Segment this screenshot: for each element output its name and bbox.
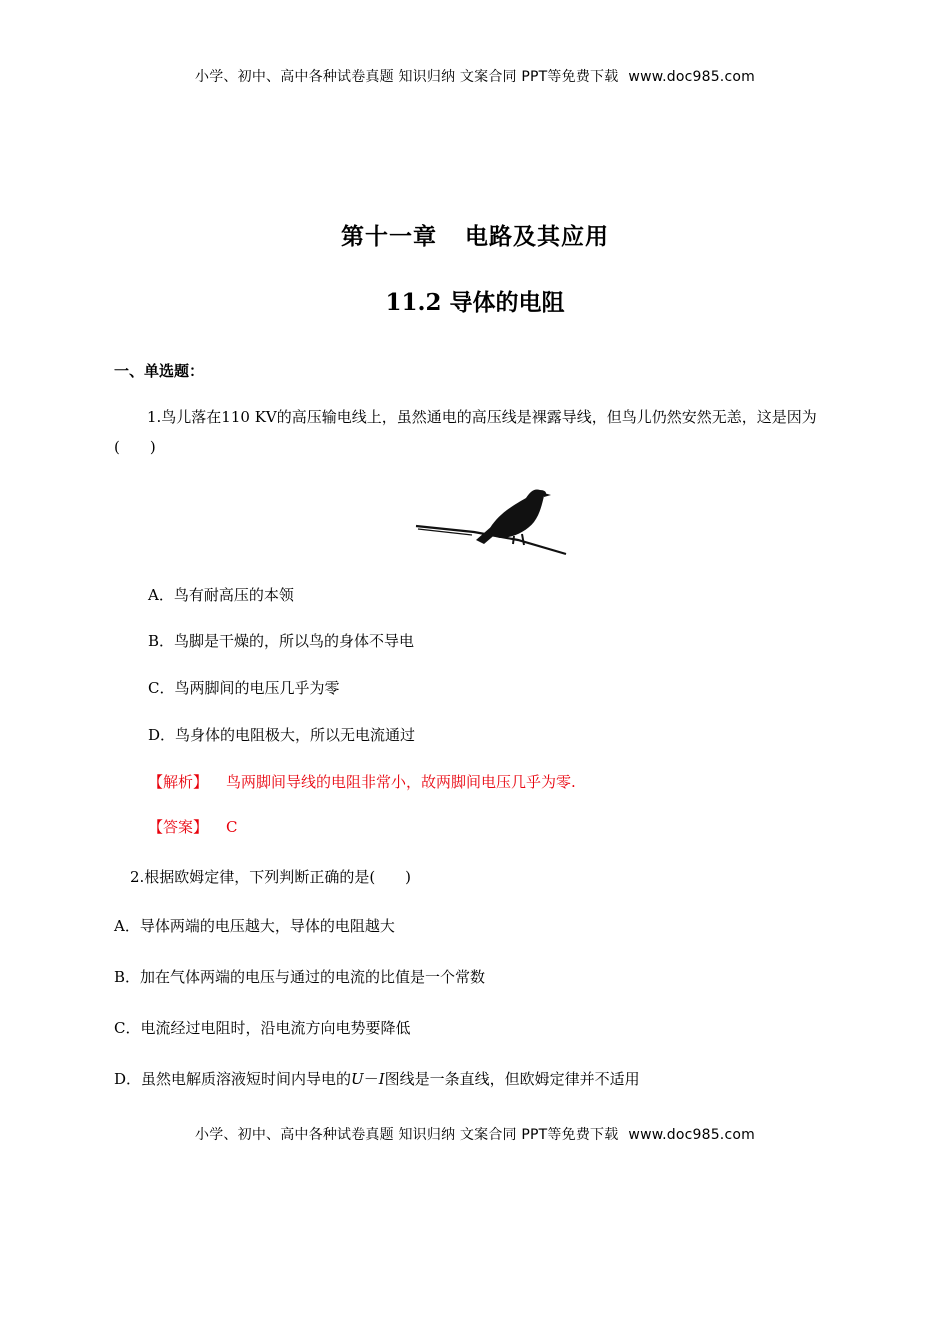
footer-banner-url[interactable]: www.doc985.com bbox=[628, 1127, 755, 1143]
question-1-option-a: A．鸟有耐高压的本领 bbox=[148, 586, 294, 604]
symbol-i: I bbox=[378, 1070, 385, 1088]
question-1-option-c: C．鸟两脚间的电压几乎为零 bbox=[148, 679, 340, 697]
symbol-dash: － bbox=[363, 1070, 379, 1088]
question-1-option-d: D．鸟身体的电阻极大，所以无电流通过 bbox=[148, 726, 416, 744]
bird-on-wire-figure bbox=[414, 482, 570, 558]
question-2-option-c: C．电流经过电阻时，沿电流方向电势要降低 bbox=[114, 1019, 411, 1037]
section-title: 11.2 导体的电阻 bbox=[385, 289, 565, 316]
header-banner-url[interactable]: www.doc985.com bbox=[628, 69, 755, 85]
question-2-option-d bbox=[114, 1068, 640, 1090]
answer-text: C bbox=[226, 818, 238, 836]
header-banner-text: 小学、初中、高中各种试卷真题 知识归纳 文案合同 PPT等免费下载 bbox=[195, 69, 619, 85]
footer-banner-text: 小学、初中、高中各种试卷真题 知识归纳 文案合同 PPT等免费下载 bbox=[195, 1127, 619, 1143]
answer-label: 【答案】 bbox=[148, 818, 209, 836]
question-1-answer bbox=[148, 816, 238, 837]
question-2-option-a: A．导体两端的电压越大，导体的电阻越大 bbox=[114, 917, 395, 935]
option-d-prefix: D．虽然电解质溶液短时间内导电的 bbox=[114, 1070, 352, 1088]
question-1-stem: 1.鸟儿落在110 KV的高压输电线上，虽然通电的高压线是裸露导线，但鸟儿仍然安然无恙，这是因为( ) bbox=[114, 408, 817, 456]
question-1-option-b: B．鸟脚是干燥的，所以鸟的身体不导电 bbox=[148, 632, 415, 650]
chapter-name: 电路及其应用 bbox=[465, 223, 609, 250]
footer-banner bbox=[0, 1124, 950, 1144]
section-heading: 一、单选题： bbox=[114, 362, 205, 380]
question-2-option-b: B．加在气体两端的电压与通过的电流的比值是一个常数 bbox=[114, 968, 486, 986]
header-banner bbox=[0, 66, 950, 86]
symbol-u: U bbox=[351, 1070, 364, 1088]
option-d-suffix: 图线是一条直线，但欧姆定律并不适用 bbox=[384, 1070, 640, 1088]
chapter-title bbox=[0, 218, 950, 251]
question-2-stem: 2.根据欧姆定律，下列判断正确的是( ) bbox=[130, 868, 412, 886]
analysis-label: 【解析】 bbox=[148, 773, 209, 791]
chapter-number: 第十一章 bbox=[341, 223, 437, 250]
question-1-analysis bbox=[148, 771, 576, 792]
analysis-text: 鸟两脚间导线的电阻非常小，故两脚间电压几乎为零. bbox=[226, 773, 576, 791]
